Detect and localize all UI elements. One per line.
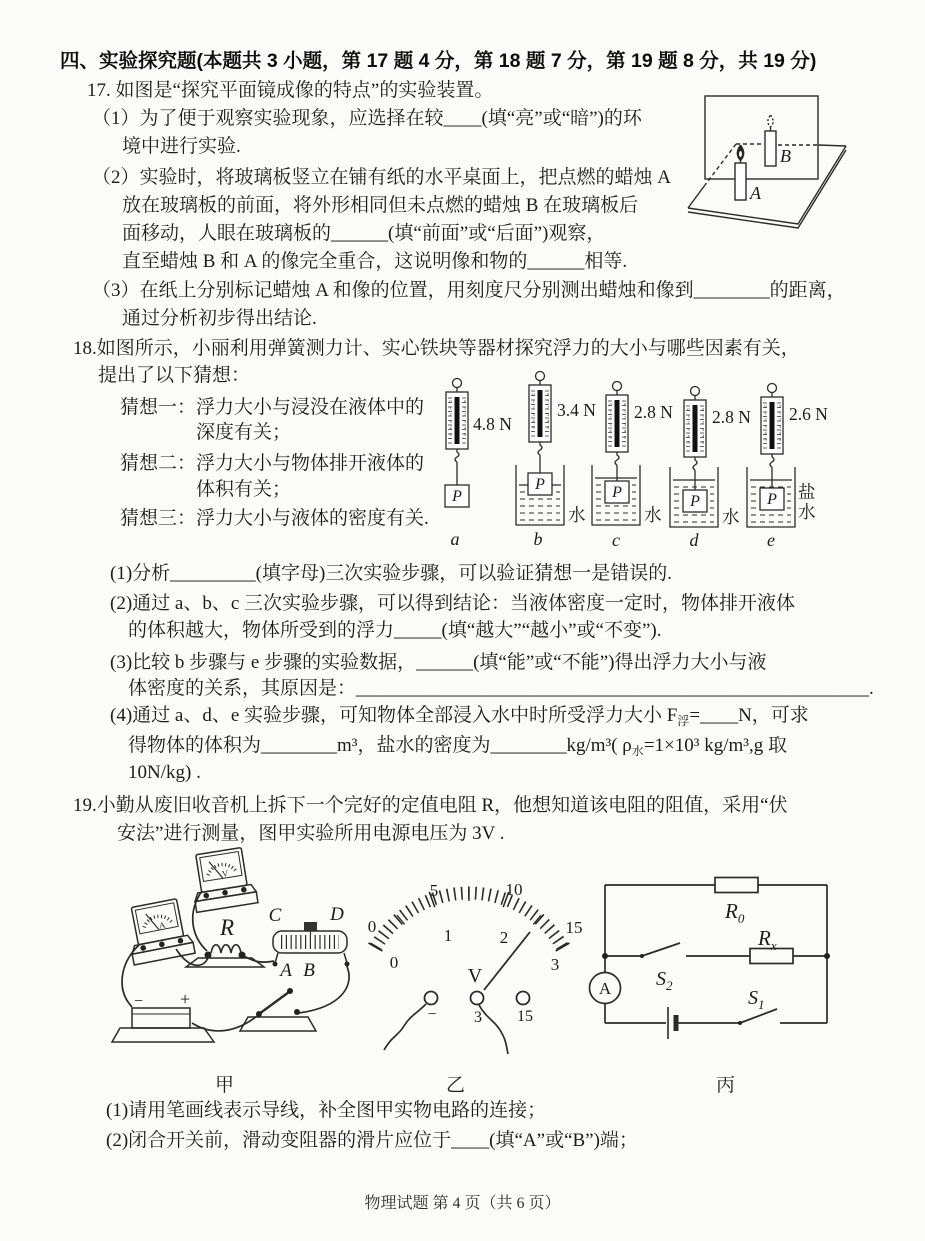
- terminal-3v: [471, 992, 484, 1005]
- q18-p2-l1: (2)通过 a、b、c 三次实验步骤，可以得到结论：当液体密度一定时，物体排开液体: [110, 593, 796, 614]
- s2-label: [656, 968, 673, 993]
- dial-tick-arc: [376, 893, 563, 947]
- reading-e: 2.6 N: [789, 404, 828, 424]
- q17-p1-l2: 境中进行实验.: [122, 136, 241, 157]
- battery-plus-label: +: [180, 989, 191, 1009]
- block-p-label: P: [690, 493, 700, 510]
- wire-3v-terminal: [479, 1005, 508, 1054]
- q17-p3-l2: 通过分析初步得出结论.: [122, 308, 317, 329]
- scale-digits: 012345: [686, 407, 691, 447]
- q18-stem-l2: 提出了以下猜想：: [98, 365, 251, 386]
- water-label-d: 水: [722, 507, 740, 527]
- outer-tick-5: 5: [429, 881, 439, 900]
- q19-apparatus-figure: [112, 845, 374, 1067]
- q18-p4-l3: 10N/kg) .: [128, 762, 201, 783]
- r0-sub: 0: [737, 911, 745, 926]
- q18-stem-l1: 18.如图所示，小丽利用弹簧测力计、实心铁块等器材探究浮力的大小与哪些因素有关，: [73, 338, 800, 359]
- step-label-b: b: [533, 529, 543, 549]
- candle-a: [735, 163, 746, 200]
- q19-p1: (1)请用笔画线表示导线，补全图甲实物电路的连接；: [106, 1100, 547, 1121]
- caption-jia: 甲: [215, 1075, 235, 1096]
- q18-guess1-l1: 猜想一：浮力大小与浸没在液体中的: [120, 397, 425, 418]
- ammeter-label: A: [158, 919, 167, 931]
- candle-a-label: A: [750, 183, 761, 203]
- rx-sub: x: [770, 938, 777, 953]
- reading-d: 2.8 N: [712, 407, 751, 427]
- rx-main: R: [758, 926, 771, 950]
- q17-p2-l4: 直至蜡烛 B 和 A 的像完全重合，这说明像和物的______相等.: [122, 251, 628, 272]
- q18-p4-l2a: 得物体的体积为________m³，盐水的密度为________kg/m³( ρ: [128, 735, 632, 756]
- candle-b-flame: [768, 115, 773, 127]
- scale-digits: 012345: [700, 407, 706, 447]
- block-p-label: P: [612, 484, 622, 501]
- spring-scale-c: [605, 382, 629, 504]
- glass-plate: [705, 96, 818, 179]
- inner-tick-3: 3: [550, 955, 560, 974]
- q18-p4-l2: [128, 733, 787, 759]
- scale-digits: 012345: [545, 392, 551, 432]
- reading-b: 3.4 N: [557, 400, 596, 420]
- q17-p1-l1: （1）为了便于观察实验现象，应选择在较____(填“亮”或“暗”)的环: [92, 108, 642, 129]
- step-label-c: c: [612, 530, 620, 550]
- terminal-3v-label: 3: [474, 1009, 482, 1026]
- q18-p4-l2-subscript: 水: [631, 744, 644, 758]
- scale-digits: 012345: [531, 392, 536, 432]
- reading-a: 4.8 N: [473, 414, 512, 434]
- q18-p3-l2-text: 体密度的关系，其原因是：: [128, 678, 357, 699]
- scale-digits: 012345: [763, 404, 768, 444]
- resistor-r: [186, 945, 264, 967]
- wire-r-to-rheostat: [244, 956, 274, 962]
- inner-tick-1: 1: [443, 926, 453, 945]
- terminal-15v: [517, 992, 530, 1005]
- ammeter-symbol-label: A: [598, 979, 612, 998]
- q18-p3-l2: [128, 676, 874, 702]
- terminal-a-label: A: [280, 960, 292, 981]
- r0-label: [724, 899, 745, 926]
- section-header: 四、实验探究题(本题共 3 小题，第 17 题 4 分，第 18 题 7 分，第 19 题 8 分，共 19 分): [60, 50, 817, 72]
- battery-minus-label: −: [134, 993, 144, 1010]
- q17-p2-l3: 面移动，人眼在玻璃板的______(填“前面”或“后面”)观察，: [122, 223, 606, 244]
- scale-digits: 012345: [608, 402, 613, 442]
- spring-scale-a: [445, 379, 469, 508]
- r-label: R: [220, 915, 235, 940]
- node-right: [824, 953, 830, 959]
- resistor-r0: [715, 878, 758, 893]
- salt-water-label: 水: [798, 502, 816, 522]
- q18-guess3: 猜想三：浮力大小与液体的密度有关.: [120, 508, 429, 529]
- q17-p2-l2: 放在玻璃板的前面，将外形相同但未点燃的蜡烛 B 在玻璃板后: [122, 195, 639, 216]
- q18-p3-l1: (3)比较 b 步骤与 e 步骤的实验数据，______(填“能”或“不能”)得出浮力大小与液: [110, 652, 767, 673]
- q19-voltmeter-dial-figure: [358, 862, 590, 1062]
- q18-p1: (1)分析_________(填字母)三次实验步骤，可以验证猜想一是错误的.: [110, 563, 673, 584]
- page-footer: 物理试题 第 4 页（共 6 页）: [364, 1195, 561, 1212]
- q19-p2: (2)闭合开关前，滑动变阻器的滑片应位于____(填“A”或“B”)端；: [106, 1130, 638, 1151]
- inner-tick-2: 2: [499, 928, 509, 947]
- ammeter-needle: [146, 912, 159, 932]
- q18-guess2-l1: 猜想二：浮力大小与物体排开液体的: [120, 453, 425, 474]
- s1-sub: 1: [758, 997, 765, 1012]
- terminal-15v-label: 15: [517, 1008, 533, 1025]
- caption-bing: 丙: [716, 1075, 736, 1096]
- switch: [240, 988, 316, 1031]
- voltmeter-label: V: [221, 868, 229, 879]
- q17-mirror-figure: [688, 82, 900, 242]
- voltmeter: [188, 846, 258, 912]
- scale-digits: 012345: [622, 402, 628, 442]
- q19-stem-l1: 19.小勤从废旧收音机上拆下一个完好的定值电阻 R，他想知道该电阻的阻值，采用“伏: [73, 795, 788, 816]
- inner-tick-0: 0: [389, 953, 399, 972]
- caption-yi: 乙: [446, 1075, 466, 1096]
- water-label-c: 水: [644, 505, 662, 525]
- terminal-d-label: D: [330, 904, 344, 925]
- step-label-e: e: [767, 530, 775, 550]
- q18-p4-l2b: =1×10³ kg/m³,g 取: [643, 735, 787, 756]
- q18-p3-blank: ______________________________________________________.: [356, 678, 874, 699]
- battery: [112, 1008, 214, 1042]
- candle-b: [765, 131, 776, 166]
- candle-b-label: B: [780, 146, 791, 166]
- outer-tick-10: 10: [505, 880, 523, 899]
- q17-p3-l1: （3）在纸上分别标记蜡烛 A 和像的位置，用刻度尺分别测出蜡烛和像到________的距离，: [92, 280, 846, 301]
- q18-p2-l2: 的体积越大，物体所受到的浮力_____(填“越大”“越小”或“不变”).: [128, 620, 662, 641]
- outer-tick-15: 15: [565, 918, 583, 937]
- spring-scale-e: [760, 384, 784, 511]
- q17-stem: 17. 如图是“探究平面镜成像的特点”的实验装置。: [87, 80, 494, 101]
- q18-guess1-l2: 深度有关；: [196, 422, 292, 443]
- terminal-c-label: C: [268, 905, 282, 926]
- q18-buoyancy-figure: [435, 368, 900, 553]
- step-label-a: a: [450, 529, 460, 549]
- salt-label: 盐: [798, 482, 816, 502]
- block-p-label: P: [452, 488, 462, 505]
- scale-digits: 012345: [448, 399, 453, 439]
- s2-main: S: [656, 968, 666, 990]
- scale-digits: 012345: [462, 399, 468, 439]
- reading-c: 2.8 N: [634, 402, 673, 422]
- water-label-b: 水: [568, 505, 586, 525]
- q18-guess2-l2: 体积有关；: [196, 479, 292, 500]
- q19-circuit-figure: [592, 852, 892, 1057]
- node-left: [602, 953, 608, 959]
- spring-scale-b: [528, 372, 552, 496]
- outer-tick-0: 0: [367, 917, 377, 936]
- ammeter: [123, 897, 195, 965]
- wire-minus-terminal: [384, 1004, 426, 1050]
- spring-scale-d: [683, 387, 707, 513]
- q17-p2-l1: （2）实验时，将玻璃板竖立在铺有纸的水平桌面上，把点燃的蜡烛 A: [92, 167, 671, 188]
- s1-label: [748, 987, 765, 1012]
- switch-s2-blade: [642, 943, 680, 956]
- terminal-minus: [425, 992, 438, 1005]
- r0-main: R: [725, 899, 738, 923]
- q18-p4-l1a: (4)通过 a、d、e 实验步骤，可知物体全部浸入水中时所受浮力大小 F: [110, 705, 678, 726]
- rx-label: [757, 926, 777, 953]
- rheostat-slider: [304, 922, 317, 931]
- block-p-label: P: [767, 491, 777, 508]
- s1-main: S: [748, 987, 758, 1009]
- q18-p4-l1: [110, 703, 809, 729]
- q18-p4-l1b: =____N，可求: [689, 705, 809, 726]
- q19-stem-l2: 安法”进行测量，图甲实验所用电源电压为 3V .: [117, 823, 505, 844]
- scale-digits: 012345: [777, 404, 783, 444]
- step-label-d: d: [689, 530, 699, 550]
- dial-unit-label: V: [467, 965, 483, 987]
- terminal-minus-label: −: [427, 1006, 437, 1023]
- block-p-label: P: [535, 476, 545, 493]
- q18-p4-l1-subscript: 浮: [677, 714, 690, 728]
- s2-sub: 2: [666, 978, 673, 993]
- terminal-b-label: B: [303, 960, 315, 981]
- table-back-edge: [736, 144, 818, 145]
